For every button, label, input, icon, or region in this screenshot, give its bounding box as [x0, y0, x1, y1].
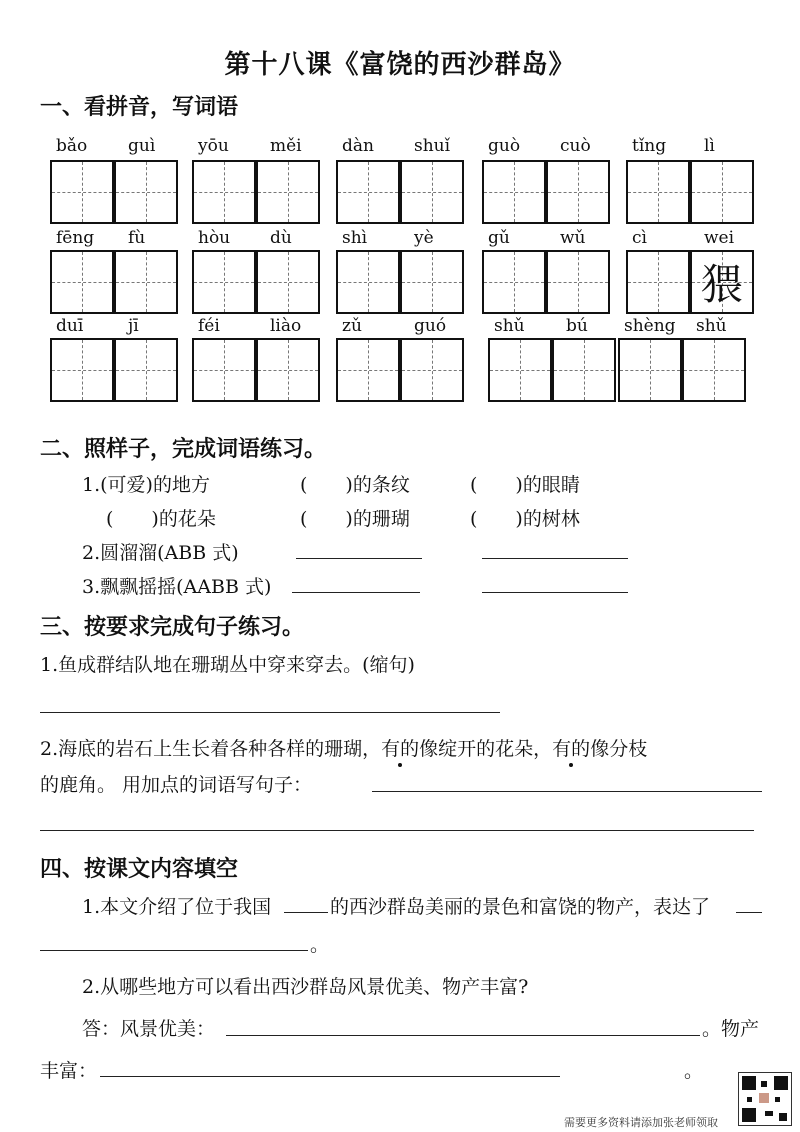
- s2-q1-c: ( )的眼睛: [470, 474, 580, 496]
- s3-q2-dotted-1: 有的: [381, 734, 419, 761]
- pinyin-label: hòu: [198, 228, 231, 248]
- writing-cell[interactable]: [50, 338, 114, 402]
- writing-cell[interactable]: [488, 338, 552, 402]
- writing-cell[interactable]: [626, 250, 690, 314]
- writing-cell[interactable]: [256, 250, 320, 314]
- cell-character: [402, 252, 462, 312]
- s4-answer-label: 答：风景优美：: [82, 1018, 216, 1040]
- pinyin-label: tǐng: [632, 136, 667, 156]
- writing-cell[interactable]: [690, 250, 754, 314]
- s4-answer-end: 。: [684, 1060, 704, 1082]
- cell-character: [684, 340, 744, 400]
- s2-q3: 3.飘飘摇摇(AABB 式): [82, 576, 272, 598]
- cell-character: [484, 252, 544, 312]
- s3-q2-dotted-2: 有的: [552, 734, 590, 761]
- writing-cell[interactable]: [552, 338, 616, 402]
- pinyin-label: shuǐ: [414, 136, 451, 156]
- s2-q2-blank-2[interactable]: [482, 558, 628, 559]
- cell-character: [548, 252, 608, 312]
- pinyin-label: liào: [270, 316, 302, 336]
- s4-q1-end: 。: [310, 934, 330, 956]
- pinyin-label: lì: [704, 136, 715, 156]
- s3-q2-line1: [40, 734, 647, 761]
- writing-cell[interactable]: [400, 338, 464, 402]
- s4-q1-b: 的西沙群岛美丽的景色和富饶的物产，表达了: [330, 896, 711, 918]
- s3-q2-post: 像分枝: [590, 738, 648, 760]
- s3-q2-pre: 2.海底的岩石上生长着各种各样的珊瑚，: [40, 738, 382, 760]
- writing-cell[interactable]: [114, 338, 178, 402]
- writing-cell[interactable]: [50, 160, 114, 224]
- writing-cell[interactable]: [256, 338, 320, 402]
- s2-q2-blank-1[interactable]: [296, 558, 422, 559]
- s2-q3-blank-1[interactable]: [292, 592, 420, 593]
- cell-character: [338, 162, 398, 222]
- s4-q1-blank-1[interactable]: [284, 912, 328, 913]
- s4-answer-mid: 。物产: [702, 1018, 760, 1040]
- section-4-heading: 四、按课文内容填空: [40, 856, 239, 882]
- pinyin-label: wǔ: [560, 228, 586, 248]
- pinyin-label: fù: [128, 228, 146, 248]
- s2-q1-f: ( )的树林: [470, 508, 580, 530]
- s3-q2-mid: 像绽开的花朵，: [419, 738, 553, 760]
- writing-cell[interactable]: [192, 160, 256, 224]
- cell-character: [484, 162, 544, 222]
- writing-cell[interactable]: [336, 160, 400, 224]
- pinyin-label: gǔ: [488, 228, 510, 248]
- writing-cell[interactable]: [114, 160, 178, 224]
- section-2-heading: 二、照样子，完成词语练习。: [40, 436, 327, 462]
- footer-note: 需要更多资料请添加张老师领取: [564, 1116, 718, 1129]
- cell-character: [258, 252, 318, 312]
- s4-q1-blank-2[interactable]: [736, 912, 762, 913]
- writing-cell[interactable]: [482, 250, 546, 314]
- writing-cell[interactable]: [192, 338, 256, 402]
- s2-q3-blank-2[interactable]: [482, 592, 628, 593]
- page-title: 第十八课《富饶的西沙群岛》: [224, 50, 576, 80]
- writing-cell[interactable]: [618, 338, 682, 402]
- cell-character: [490, 340, 550, 400]
- writing-cell[interactable]: [626, 160, 690, 224]
- cell-character: [402, 340, 462, 400]
- cell-character: [116, 162, 176, 222]
- s3-q2-answer-line-1[interactable]: [372, 791, 762, 792]
- pinyin-label: měi: [270, 136, 302, 156]
- cell-character: [338, 252, 398, 312]
- s3-q1: 1.鱼成群结队地在珊瑚丛中穿来穿去。(缩句): [40, 654, 415, 676]
- writing-cell[interactable]: [336, 338, 400, 402]
- writing-cell[interactable]: [256, 160, 320, 224]
- writing-cell[interactable]: [114, 250, 178, 314]
- cell-character: [258, 162, 318, 222]
- s2-q1-b: ( )的条纹: [300, 474, 410, 496]
- pinyin-label: guì: [128, 136, 156, 156]
- cell-character: [402, 162, 462, 222]
- writing-cell[interactable]: [400, 250, 464, 314]
- writing-cell[interactable]: [336, 250, 400, 314]
- pinyin-label: cì: [632, 228, 647, 248]
- pinyin-label: yōu: [198, 136, 229, 156]
- pinyin-label: shì: [342, 228, 368, 248]
- pinyin-label: bǎo: [56, 136, 88, 156]
- pinyin-label: yè: [414, 228, 434, 248]
- s2-q1-e: ( )的珊瑚: [300, 508, 410, 530]
- s4-answer-line-1[interactable]: [226, 1035, 700, 1036]
- qr-code-icon: [738, 1072, 792, 1126]
- cell-character: [338, 340, 398, 400]
- pinyin-label: fēng: [56, 228, 95, 248]
- cell-character: [116, 340, 176, 400]
- writing-cell[interactable]: [482, 160, 546, 224]
- pinyin-label: shèng: [624, 316, 676, 336]
- writing-cell[interactable]: [546, 250, 610, 314]
- pinyin-label: guó: [414, 316, 447, 336]
- cell-character: [620, 340, 680, 400]
- section-1-heading: 一、看拼音，写词语: [40, 94, 239, 120]
- cell-character: [554, 340, 614, 400]
- cell-character: [628, 162, 688, 222]
- pinyin-label: guò: [488, 136, 521, 156]
- s4-q1-a: 1.本文介绍了位于我国: [82, 896, 272, 918]
- writing-cell[interactable]: [682, 338, 746, 402]
- s2-q1-d: ( )的花朵: [106, 508, 216, 530]
- cell-character: [628, 252, 688, 312]
- cell-character: 猥: [700, 260, 743, 309]
- pinyin-label: bú: [566, 316, 588, 336]
- s3-q1-answer-line[interactable]: [40, 712, 500, 713]
- cell-character: [258, 340, 318, 400]
- cell-character: [548, 162, 608, 222]
- writing-cell[interactable]: [400, 160, 464, 224]
- writing-cell[interactable]: [50, 250, 114, 314]
- cell-character: [194, 340, 254, 400]
- s4-answer-line2-label: 丰富：: [40, 1060, 98, 1082]
- s4-answer-line-2[interactable]: [100, 1076, 560, 1077]
- pinyin-label: zǔ: [342, 316, 362, 336]
- pinyin-label: féi: [198, 316, 220, 336]
- cell-character: [692, 162, 752, 222]
- pinyin-label: jī: [128, 316, 139, 336]
- pinyin-label: wei: [704, 228, 735, 248]
- pinyin-label: shǔ: [696, 316, 727, 336]
- pinyin-label: dù: [270, 228, 292, 248]
- cell-character: [52, 252, 112, 312]
- s3-q2-line2: 的鹿角。 用加点的词语写句子：: [40, 774, 313, 796]
- cell-character: [194, 252, 254, 312]
- s2-q2: 2.圆溜溜(ABB 式): [82, 542, 239, 564]
- cell-character: [194, 162, 254, 222]
- s3-q2-answer-line-2[interactable]: [40, 830, 754, 831]
- pinyin-label: duī: [56, 316, 84, 336]
- pinyin-label: dàn: [342, 136, 374, 156]
- section-3-heading: 三、按要求完成句子练习。: [40, 614, 305, 640]
- s2-q1-a: 1.(可爱)的地方: [82, 474, 210, 496]
- s4-q2: 2.从哪些地方可以看出西沙群岛风景优美、物产丰富?: [82, 976, 529, 998]
- cell-character: [52, 340, 112, 400]
- writing-cell[interactable]: [690, 160, 754, 224]
- cell-character: [116, 252, 176, 312]
- pinyin-label: cuò: [560, 136, 591, 156]
- pinyin-label: shǔ: [494, 316, 525, 336]
- writing-cell[interactable]: [546, 160, 610, 224]
- writing-cell[interactable]: [192, 250, 256, 314]
- s4-q1-blank-3[interactable]: [40, 950, 308, 951]
- cell-character: [52, 162, 112, 222]
